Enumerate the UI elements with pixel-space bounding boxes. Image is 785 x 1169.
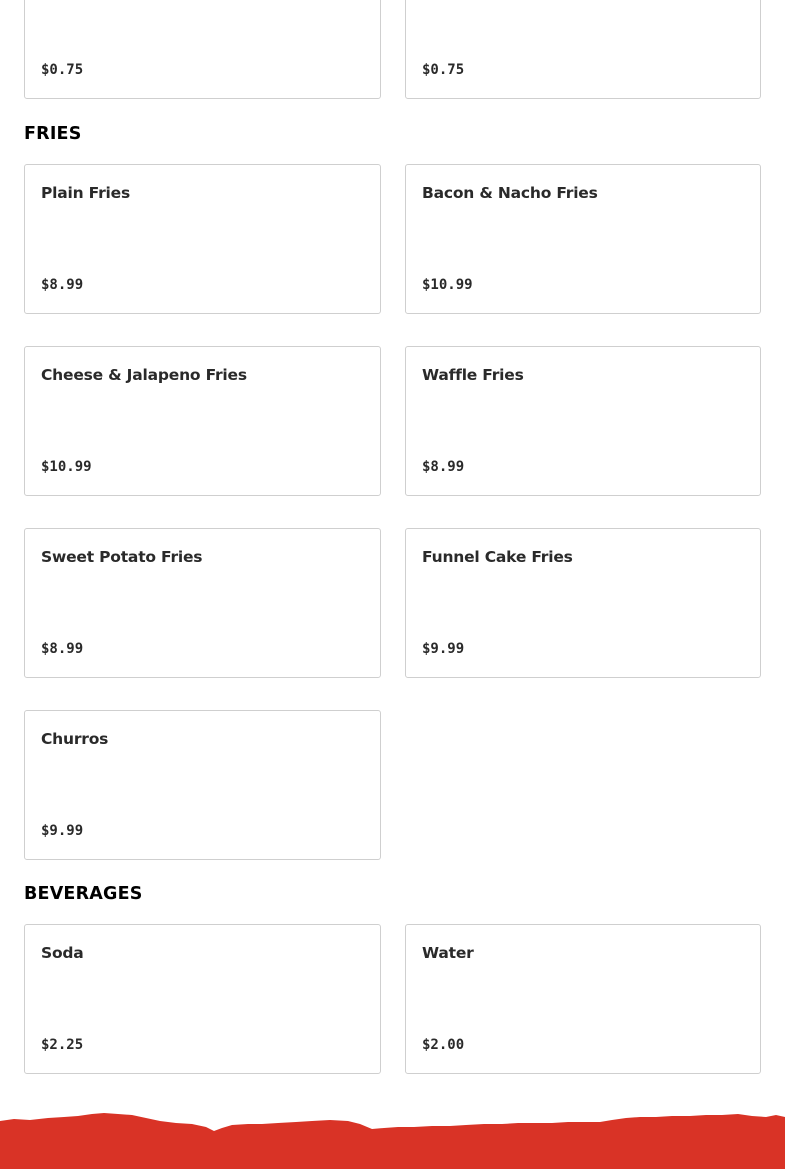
- menu-item-card[interactable]: [405, 528, 761, 678]
- footer-red-band: [0, 1113, 785, 1169]
- menu-item-price: $9.99: [41, 823, 84, 839]
- menu-item-card[interactable]: [405, 924, 761, 1074]
- menu-item-card[interactable]: [24, 924, 381, 1074]
- menu-item-price: $9.99: [422, 641, 465, 657]
- menu-item-card[interactable]: [405, 346, 761, 496]
- menu-item-name: Water: [422, 944, 474, 962]
- menu-item-name: Waffle Fries: [422, 366, 524, 384]
- section-title-fries: FRIES: [24, 124, 82, 144]
- menu-item-price: $8.99: [41, 641, 84, 657]
- menu-item-name: Plain Fries: [41, 184, 130, 202]
- menu-item-name: Sweet Potato Fries: [41, 548, 203, 566]
- menu-item-card[interactable]: [24, 164, 381, 314]
- menu-item-card[interactable]: [24, 528, 381, 678]
- menu-item-card[interactable]: [405, 0, 761, 99]
- menu-item-price: $8.99: [422, 459, 465, 475]
- fries-grid: [24, 164, 761, 860]
- menu-item-name: Bacon & Nacho Fries: [422, 184, 598, 202]
- menu-item-name: Cheese & Jalapeno Fries: [41, 366, 247, 384]
- menu-item-name: Soda: [41, 944, 84, 962]
- menu-item-price: $10.99: [41, 459, 92, 475]
- menu-item-price: $8.99: [41, 277, 84, 293]
- torn-paper-footer: [0, 1108, 785, 1169]
- beverages-grid: [24, 924, 761, 1074]
- menu-item-price: $0.75: [41, 62, 84, 78]
- menu-item-name: Churros: [41, 730, 109, 748]
- menu-item-price: $0.75: [422, 62, 465, 78]
- menu-item-name: Funnel Cake Fries: [422, 548, 573, 566]
- menu-item-card[interactable]: [405, 164, 761, 314]
- menu-item-card[interactable]: [24, 346, 381, 496]
- previous-section-grid: [24, 0, 761, 99]
- menu-item-price: $2.25: [41, 1037, 84, 1053]
- section-title-beverages: BEVERAGES: [24, 884, 143, 904]
- menu-item-card[interactable]: [24, 710, 381, 860]
- menu-item-price: $10.99: [422, 277, 473, 293]
- menu-item-price: $2.00: [422, 1037, 465, 1053]
- menu-item-card[interactable]: [24, 0, 381, 99]
